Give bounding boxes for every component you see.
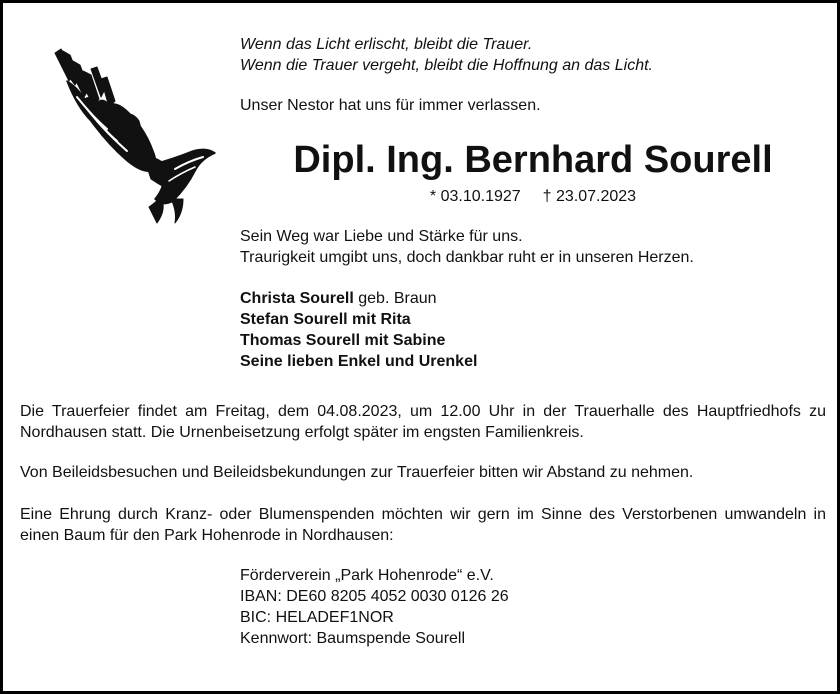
bank-reference: Kennwort: Baumspende Sourell bbox=[240, 630, 466, 647]
quote-line: Wenn das Licht erlischt, bleibt die Trauer. bbox=[240, 36, 533, 53]
praying-hands-icon bbox=[47, 47, 219, 227]
mourner-line bbox=[240, 330, 477, 351]
mourner-suffix: geb. Braun bbox=[353, 290, 437, 307]
condolences-paragraph: Von Beileidsbesuchen und Beileidsbekundungen zur Trauerfeier bitten wir Abstand zu nehmen. bbox=[20, 464, 694, 481]
funeral-paragraph: Die Trauerfeier findet am Freitag, dem 04.08.2023, um 12.00 Uhr in der Trauerhalle des Hauptfriedhofs zu Nordhausen statt. Die Urnenbeisetzung erfolgt später im engsten Familienkreis. bbox=[20, 403, 826, 441]
bank-iban: IBAN: DE60 8205 4052 0030 0126 26 bbox=[240, 588, 509, 605]
bank-recipient: Förderverein „Park Hohenrode“ e.V. bbox=[240, 567, 494, 584]
bank-details bbox=[240, 565, 509, 649]
life-dates bbox=[238, 186, 828, 207]
mourner-line bbox=[240, 309, 477, 330]
verse-line: Sein Weg war Liebe und Stärke für uns. bbox=[240, 228, 523, 245]
mourner-line bbox=[240, 351, 477, 372]
death-date: † 23.07.2023 bbox=[542, 188, 637, 205]
intro-text: Unser Nestor hat uns für immer verlassen. bbox=[240, 97, 541, 114]
verse-line: Traurigkeit umgibt uns, doch dankbar ruht er in unseren Herzen. bbox=[240, 249, 694, 266]
mourner-name: Christa Sourell bbox=[240, 290, 354, 307]
donations-paragraph: Eine Ehrung durch Kranz- oder Blumenspenden möchten wir gern im Sinne des Verstorbenen umwandeln in einen Baum für den Park Hohenrode in Nordhausen: bbox=[20, 506, 826, 544]
birth-date: * 03.10.1927 bbox=[429, 188, 521, 205]
deceased-name: Dipl. Ing. Bernhard Sourell bbox=[293, 139, 773, 181]
mourners-list bbox=[240, 288, 477, 372]
mourner-name: Seine lieben Enkel und Urenkel bbox=[240, 353, 478, 370]
mourner-name: Stefan Sourell mit Rita bbox=[240, 311, 411, 328]
mourner-line bbox=[240, 288, 477, 309]
quote-line: Wenn die Trauer vergeht, bleibt die Hoffnung an das Licht. bbox=[240, 57, 653, 74]
mourner-name: Thomas Sourell mit Sabine bbox=[240, 332, 446, 349]
verse-text bbox=[240, 226, 694, 268]
memorial-quote bbox=[240, 34, 653, 76]
bank-bic: BIC: HELADEF1NOR bbox=[240, 609, 394, 626]
